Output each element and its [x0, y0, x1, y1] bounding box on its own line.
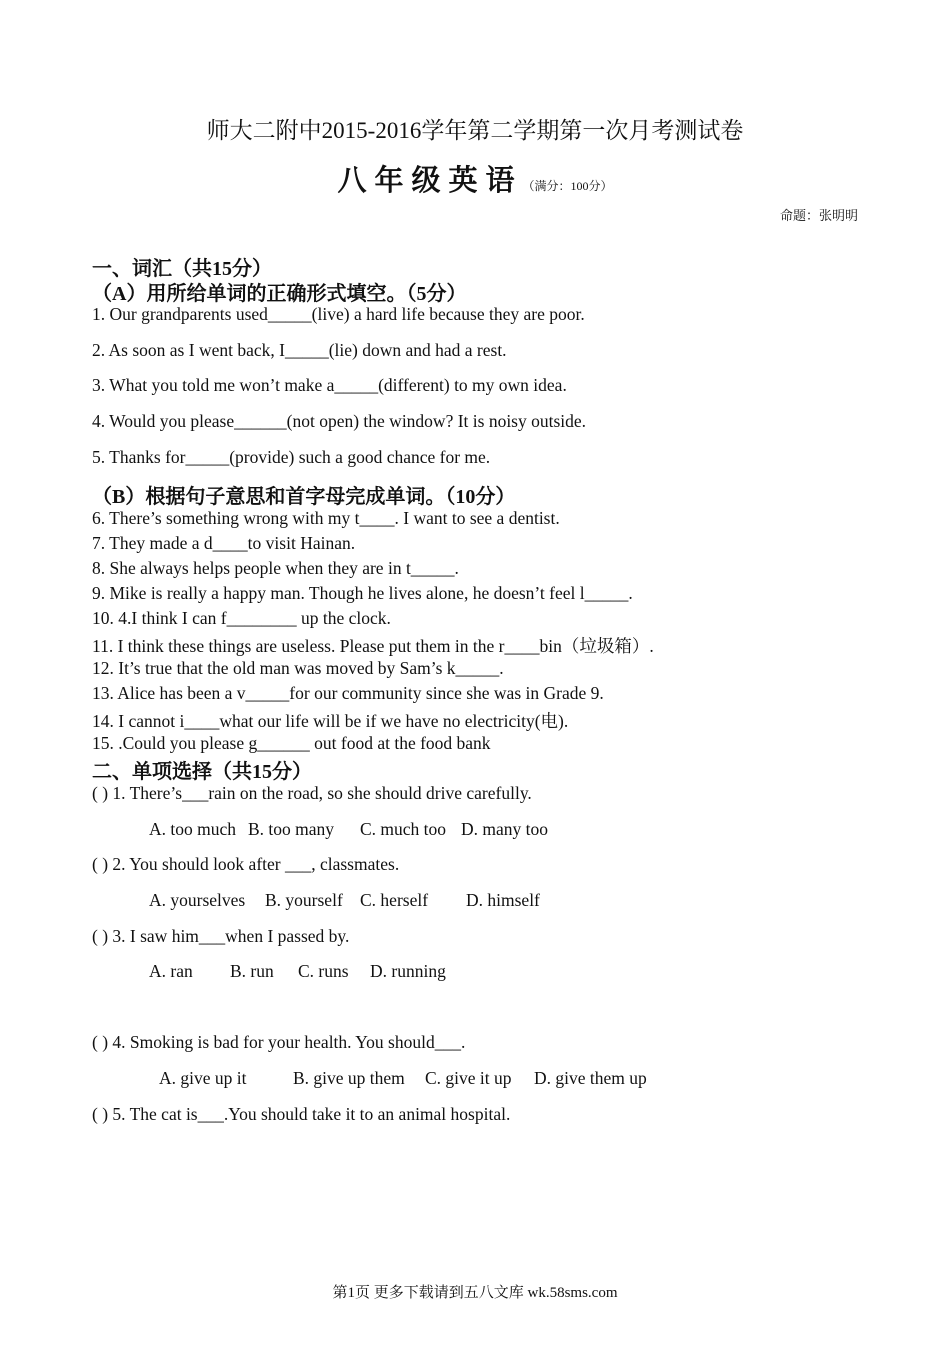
question-item: 1. Our grandparents used_____(live) a hard life because they are poor. — [92, 304, 585, 324]
subject-title — [0, 158, 950, 199]
mc-option: C. give it up — [425, 1068, 512, 1088]
mc-option: B. too many — [248, 819, 335, 839]
mc-question-stem: ( ) 5. The cat is___.You should take it to an animal hospital. — [92, 1104, 511, 1124]
question-item: 11. I think these things are useless. Please put them in the r____bin（垃圾箱）. — [92, 636, 654, 656]
question-item: 6. There’s something wrong with my t____. I want to see a dentist. — [92, 508, 560, 528]
question-item: 4. Would you please______(not open) the window? It is noisy outside. — [92, 411, 587, 431]
section-2-heading: 二、单项选择（共15分） — [92, 761, 312, 783]
mc-option: D. running — [370, 961, 446, 981]
page-footer: 第1页 更多下载请到五八文库 wk.58sms.com — [332, 1285, 618, 1301]
question-item: 10. 4.I think I can f________ up the clock. — [92, 608, 391, 628]
mc-option: B. give up them — [293, 1068, 405, 1088]
question-item: 5. Thanks for_____(provide) such a good chance for me. — [92, 447, 491, 467]
mc-option: D. many too — [461, 819, 549, 839]
subject-name: 八年级英语 — [337, 165, 523, 197]
question-item: 12. It’s true that the old man was moved by Sam’s k_____. — [92, 658, 504, 678]
exam-title: 师大二附中2015-2016学年第二学期第一次月考测试卷 — [206, 118, 744, 143]
mc-question-stem: ( ) 2. You should look after ___, classmates. — [92, 854, 400, 874]
mc-option: B. run — [230, 961, 274, 981]
question-item: 3. What you told me won’t make a_____(different) to my own idea. — [92, 375, 567, 395]
mc-question-stem: ( ) 3. I saw him___when I passed by. — [92, 926, 350, 946]
question-item: 2. As soon as I went back, I_____(lie) down and had a rest. — [92, 340, 507, 360]
mc-option: B. yourself — [265, 890, 343, 910]
mc-option: D. give them up — [534, 1068, 647, 1088]
score-note: （满分：100分） — [522, 179, 613, 193]
mc-option: C. herself — [360, 890, 429, 910]
mc-option: A. yourselves — [149, 890, 246, 910]
mc-option: C. much too — [360, 819, 447, 839]
question-item: 8. She always helps people when they are in t_____. — [92, 558, 459, 578]
mc-option: C. runs — [298, 961, 349, 981]
question-item: 15. .Could you please g______ out food at the food bank — [92, 733, 491, 753]
mc-question-stem: ( ) 1. There’s___rain on the road, so she should drive carefully. — [92, 783, 532, 803]
part-b-heading: （B）根据句子意思和首字母完成单词。（10分） — [92, 486, 516, 508]
section-1-heading: 一、词汇（共15分） — [92, 258, 272, 280]
mc-option: A. give up it — [159, 1068, 247, 1088]
question-item: 7. They made a d____to visit Hainan. — [92, 533, 356, 553]
question-item: 13. Alice has been a v_____for our community since she was in Grade 9. — [92, 683, 604, 703]
mc-option: A. too much — [149, 819, 237, 839]
part-a-heading: （A）用所给单词的正确形式填空。（5分） — [92, 283, 467, 305]
question-item: 9. Mike is really a happy man. Though he lives alone, he doesn’t feel l_____. — [92, 583, 633, 603]
mc-option: A. ran — [149, 961, 193, 981]
question-item: 14. I cannot i____what our life will be if we have no electricity(电). — [92, 711, 569, 731]
mc-option: D. himself — [466, 890, 540, 910]
author-note: 命题：张明明 — [779, 208, 858, 223]
mc-question-stem: ( ) 4. Smoking is bad for your health. You should___. — [92, 1032, 466, 1052]
